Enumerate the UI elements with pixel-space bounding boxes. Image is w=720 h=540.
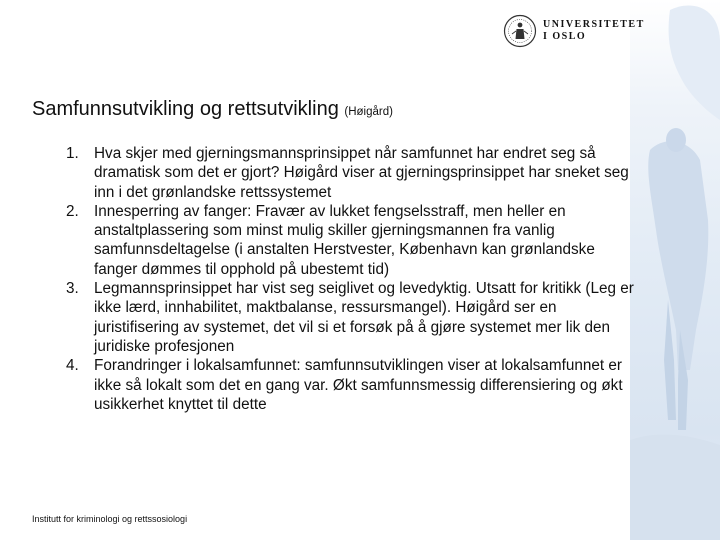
- footer-text: Institutt for kriminologi og rettssosiologi: [32, 514, 188, 524]
- list-item: [66, 356, 636, 414]
- decorative-side-panel: [630, 0, 720, 540]
- university-seal-icon: [503, 14, 537, 48]
- university-logo[interactable]: [503, 14, 645, 48]
- list-item-number: 2.: [66, 202, 79, 220]
- statue-illustration: [630, 0, 720, 540]
- list-item: [66, 202, 636, 279]
- list-item-text: Forandringer i lokalsamfunnet: samfunnsutviklingen viser at lokalsamfunnet er ikke så lokalt som det en gang var. Økt samfunnsmessig differensiering og økt usikkerhet knyttet til dette: [94, 357, 623, 413]
- list-item-text: Legmannsprinsippet har vist seg seiglivet og levedyktig. Utsatt for kritikk (Leg er ikke lærd, innhabilitet, maktbalanse, ressursmangel). Høigård ser en juristifisering av systemet, det vil si et forsøk på å gjøre systemet mer lik den juridiske profesjonen: [94, 280, 634, 355]
- slide-title-suffix: (Høigård): [344, 106, 393, 118]
- list-item-text: Innesperring av fanger: Fravær av lukket fengselsstraff, men heller en anstaltplassering som minst mulig skiller gjerningsmannen fra vanlig samfunnsdeltagelse (i anstalten Herstvester, København kan grønlandske fanger dømmes til opphold på ubestemt tid): [94, 202, 595, 278]
- slide-title-text: Samfunnsutvikling og rettsutvikling: [32, 98, 339, 120]
- list-item-number: 4.: [66, 357, 79, 375]
- list-item: [66, 144, 636, 202]
- list-item-text: Hva skjer med gjerningsmannsprinsippet når samfunnet har endret seg så dramatisk som det er gjort? Høigård viser at gjerningsprinsippet har sneket seg inn i det grønlandske rettssystemet: [94, 145, 629, 201]
- slide-title: [32, 98, 393, 121]
- list-item: [66, 279, 636, 356]
- list-item-number: 1.: [66, 145, 79, 162]
- content-list: [66, 144, 636, 414]
- logo-line-1: UNIVERSITETET: [543, 19, 645, 30]
- list-item-number: 3.: [66, 280, 79, 298]
- logo-line-2: I OSLO: [543, 31, 587, 42]
